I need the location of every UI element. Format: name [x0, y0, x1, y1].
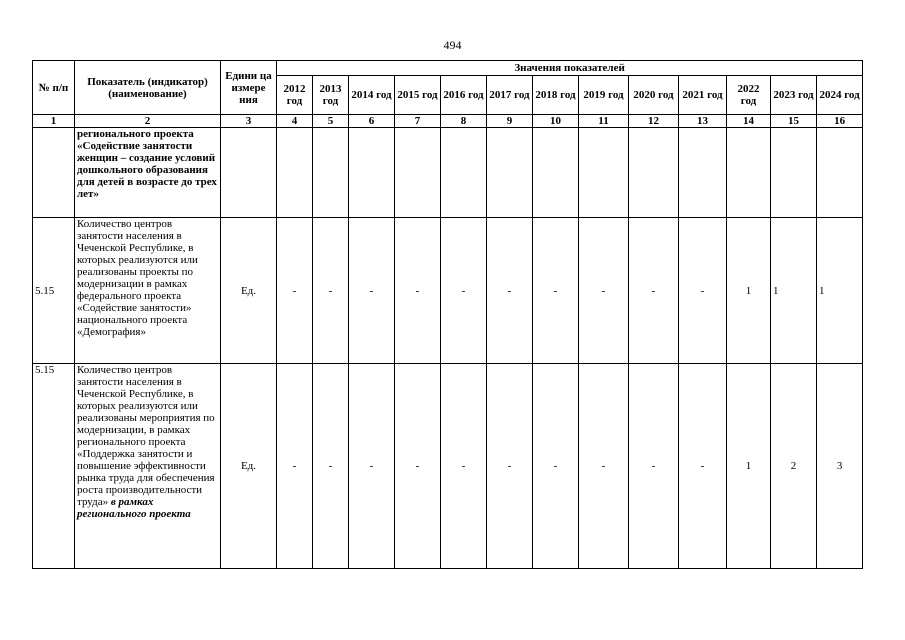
value-cell: 1 [727, 364, 771, 569]
header-col-indicator: Показатель (индикатор) (наименование) [75, 61, 221, 115]
value-cell [629, 128, 679, 218]
header-year: 2017 год [487, 76, 533, 115]
table-row [33, 364, 863, 569]
value-cell: 2 [771, 364, 817, 569]
indicator-text: Количество центров занятости населения в Чеченской Республике, в которых реализуются или реализованы мероприятия по модернизации, в рамках регионального проекта «Поддержка занятости и повышение эффективности рынка труда для обеспечения роста производительности труда» [77, 364, 215, 508]
indicator-cell: Количество центров занятости населения в Чеченской Республике, в которых реализуются или реализованы проекты по модернизации в рамках федерального проекта «Содействие занятости» национального проекта «Демография» [75, 218, 221, 364]
column-number: 1 [33, 115, 75, 128]
value-cell: - [487, 364, 533, 569]
value-cell: - [277, 364, 313, 569]
header-col-num: № п/п [33, 61, 75, 115]
value-cell: 1 [771, 218, 817, 364]
value-cell: - [629, 364, 679, 569]
value-cell [579, 128, 629, 218]
column-number: 15 [771, 115, 817, 128]
row-number-cell [33, 128, 75, 218]
header-year: 2023 год [771, 76, 817, 115]
column-number: 16 [817, 115, 863, 128]
value-cell: - [533, 218, 579, 364]
indicator-emphasis-text: в рамках регионального проекта [77, 496, 191, 520]
header-year: 2012 год [277, 76, 313, 115]
value-cell [727, 128, 771, 218]
header-year: 2015 год [395, 76, 441, 115]
value-cell: - [579, 364, 629, 569]
value-cell: 3 [817, 364, 863, 569]
value-cell: - [533, 364, 579, 569]
table-row [33, 218, 863, 364]
value-cell [277, 128, 313, 218]
column-number: 3 [221, 115, 277, 128]
value-cell [533, 128, 579, 218]
value-cell: - [349, 218, 395, 364]
value-cell: - [395, 218, 441, 364]
value-cell: - [395, 364, 441, 569]
column-number-row [33, 115, 863, 128]
value-cell: 1 [817, 218, 863, 364]
value-cell: - [579, 218, 629, 364]
header-year: 2013 год [313, 76, 349, 115]
column-number: 7 [395, 115, 441, 128]
unit-cell [221, 128, 277, 218]
value-cell [679, 128, 727, 218]
value-cell [771, 128, 817, 218]
column-number: 5 [313, 115, 349, 128]
header-row-1 [33, 61, 863, 76]
value-cell [313, 128, 349, 218]
header-col-unit: Едини ца измере ния [221, 61, 277, 115]
header-year: 2019 год [579, 76, 629, 115]
indicator-cell [75, 364, 221, 569]
value-cell: - [679, 364, 727, 569]
column-number: 2 [75, 115, 221, 128]
column-number: 11 [579, 115, 629, 128]
header-year: 2022 год [727, 76, 771, 115]
header-year: 2024 год [817, 76, 863, 115]
value-cell: - [487, 218, 533, 364]
column-number: 6 [349, 115, 395, 128]
column-number: 8 [441, 115, 487, 128]
row-number-cell: 5.15 [33, 218, 75, 364]
column-number: 14 [727, 115, 771, 128]
value-cell: - [441, 218, 487, 364]
value-cell: - [349, 364, 395, 569]
column-number: 4 [277, 115, 313, 128]
value-cell: - [313, 218, 349, 364]
value-cell: - [679, 218, 727, 364]
value-cell [441, 128, 487, 218]
value-cell [395, 128, 441, 218]
value-cell: - [441, 364, 487, 569]
value-cell: - [313, 364, 349, 569]
row-number-cell: 5.15 [33, 364, 75, 569]
value-cell: 1 [727, 218, 771, 364]
header-year: 2014 год [349, 76, 395, 115]
column-number: 13 [679, 115, 727, 128]
indicator-cell: регионального проекта «Содействие занятости женщин – создание условий дошкольного образования для детей в возрасте до трех лет» [75, 128, 221, 218]
value-cell [349, 128, 395, 218]
value-cell: - [629, 218, 679, 364]
header-year: 2020 год [629, 76, 679, 115]
header-year: 2021 год [679, 76, 727, 115]
unit-cell: Ед. [221, 364, 277, 569]
table-row [33, 128, 863, 218]
header-values-group: Значения показателей [277, 61, 863, 76]
column-number: 12 [629, 115, 679, 128]
page-number: 494 [443, 38, 462, 52]
value-cell [487, 128, 533, 218]
header-year: 2018 год [533, 76, 579, 115]
value-cell [817, 128, 863, 218]
column-number: 10 [533, 115, 579, 128]
header-year: 2016 год [441, 76, 487, 115]
value-cell: - [277, 218, 313, 364]
indicators-table [32, 60, 863, 569]
column-number: 9 [487, 115, 533, 128]
unit-cell: Ед. [221, 218, 277, 364]
